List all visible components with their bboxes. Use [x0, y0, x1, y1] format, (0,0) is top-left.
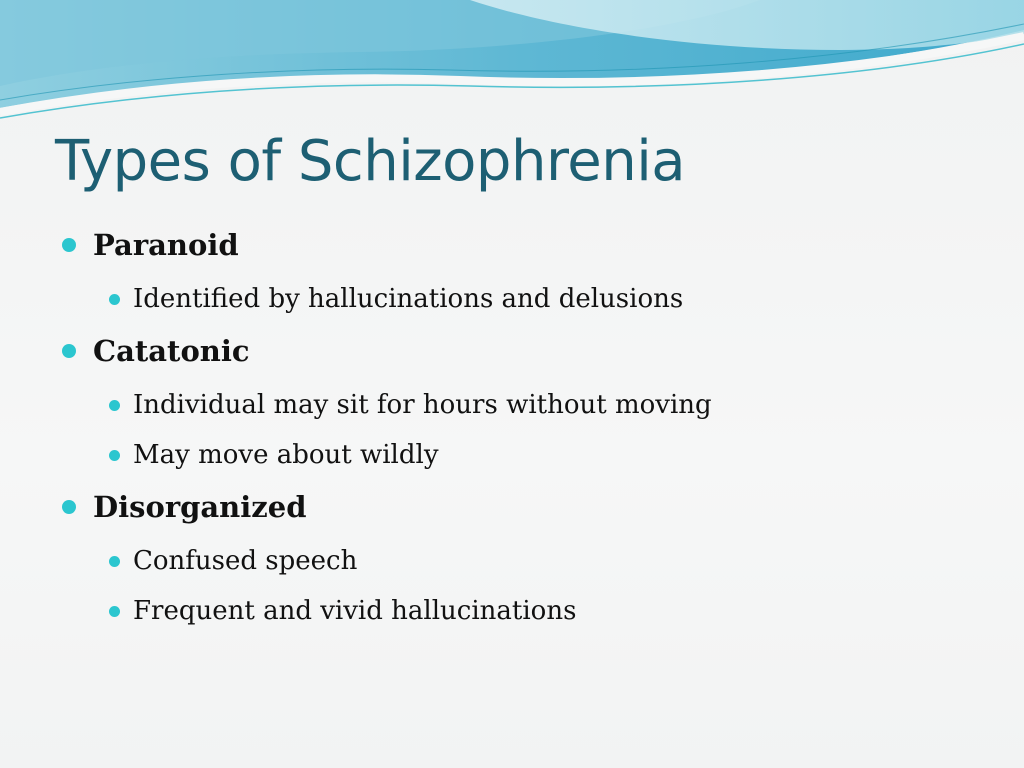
bullet-label: Paranoid — [93, 228, 239, 262]
sub-bullet-dot-icon — [109, 400, 120, 411]
bullet-item-paranoid — [60, 222, 1000, 274]
sub-bullet-dot-icon — [109, 294, 120, 305]
header-wave-decoration — [0, 0, 1024, 130]
sub-bullet-item — [60, 380, 1000, 430]
bullet-dot-icon — [62, 238, 76, 252]
bullet-list — [60, 222, 1000, 636]
sub-bullet-text: Confused speech — [133, 546, 358, 576]
sub-bullet-item — [60, 586, 1000, 636]
slide-title: Types of Schizophrenia — [55, 129, 686, 194]
bullet-item-catatonic — [60, 328, 1000, 380]
sub-bullet-text: Identified by hallucinations and delusions — [133, 284, 684, 314]
sub-bullet-item — [60, 536, 1000, 586]
sub-bullet-item — [60, 430, 1000, 480]
bullet-dot-icon — [62, 344, 76, 358]
sub-bullet-dot-icon — [109, 606, 120, 617]
bullet-label: Disorganized — [93, 490, 307, 524]
sub-bullet-text: Frequent and vivid hallucinations — [133, 596, 577, 626]
sub-bullet-dot-icon — [109, 556, 120, 567]
bullet-dot-icon — [62, 500, 76, 514]
bullet-item-disorganized — [60, 484, 1000, 536]
sub-bullet-dot-icon — [109, 450, 120, 461]
sub-bullet-item — [60, 274, 1000, 324]
sub-bullet-text: Individual may sit for hours without moving — [133, 390, 712, 420]
bullet-label: Catatonic — [93, 334, 250, 368]
sub-bullet-text: May move about wildly — [133, 440, 439, 470]
